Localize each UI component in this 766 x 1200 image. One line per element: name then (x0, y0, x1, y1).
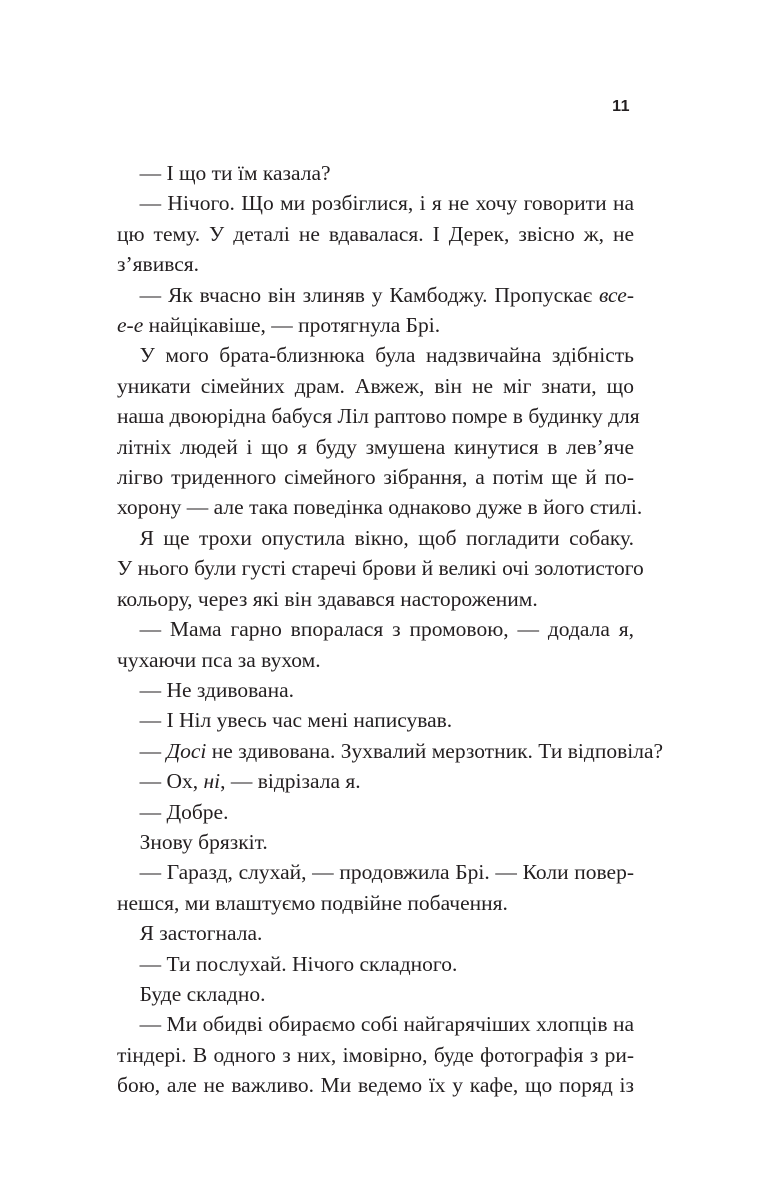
text-line (117, 219, 634, 249)
paragraph (117, 614, 634, 675)
text-line (117, 918, 634, 948)
text-line (117, 827, 634, 857)
paragraph (117, 827, 634, 857)
text-run: наша двоюрідна бабуся Ліл раптово помре в будинку для (117, 404, 640, 429)
text-run: У нього були густі старечі брови й великі очі золотистого (117, 556, 644, 581)
text-run: — Ох, (139, 769, 204, 794)
text-run: хорону — але така поведінка однаково дуже в його стилі. (117, 495, 643, 520)
text-run: , — відрізала я. (220, 769, 361, 794)
text-line (117, 584, 634, 614)
text-run: — (139, 738, 167, 763)
text-run: — Мама гарно впоралася з промовою, — додала я, (139, 617, 634, 642)
text-run: цю тему. У деталі не вдавалася. І Дерек, звісно ж, не (117, 221, 634, 246)
text-run: нешся, ми влаштуємо подвійне побачення. (117, 890, 508, 915)
text-line (117, 401, 640, 431)
text-run: не здивована. Зухвалий мерзотник. Ти відповіла? (206, 738, 664, 763)
text-run: Я застогнала. (139, 921, 263, 946)
text-line (117, 614, 634, 644)
body-text (117, 158, 664, 1101)
text-run: кольору, через які він здавався настороженим. (117, 586, 538, 611)
text-line (117, 675, 634, 705)
text-run: з’явився. (117, 252, 200, 277)
text-line (117, 340, 634, 370)
text-line (117, 857, 634, 887)
italic-text-run: е-е (117, 313, 144, 338)
text-line (117, 280, 634, 310)
text-run: чухаючи пса за вухом. (117, 647, 321, 672)
text-line (117, 705, 634, 735)
text-line (117, 736, 664, 766)
text-line (117, 888, 634, 918)
text-run: — Ти послухай. Нічого складного. (139, 951, 458, 976)
text-run: — Нічого. Що ми розбіглися, і я не хочу говорити на (139, 191, 634, 216)
text-run: найцікавіше, — протягнула Брі. (143, 313, 441, 338)
text-line (117, 523, 634, 553)
paragraph (117, 158, 634, 188)
paragraph (117, 705, 634, 735)
paragraph (117, 188, 634, 279)
text-line (117, 766, 634, 796)
text-run: Я ще трохи опустила вікно, щоб погладити собаку. (139, 525, 634, 550)
text-line (117, 1070, 634, 1100)
paragraph (117, 949, 634, 979)
text-run: Буде складно. (139, 981, 266, 1006)
page-number: 11 (612, 98, 630, 115)
text-line (117, 462, 634, 492)
text-line (117, 432, 634, 462)
paragraph (117, 1009, 634, 1100)
paragraph (117, 340, 643, 522)
text-run: — І що ти їм казала? (139, 161, 331, 185)
text-run: — Гаразд, слухай, — продовжила Брі. — Коли повер- (139, 860, 634, 885)
text-run: лігво триденного сімейного зібрання, а потім ще й по- (117, 465, 634, 490)
text-run: У мого брата-близнюка була надзвичайна здібність (139, 343, 634, 368)
paragraph (117, 675, 634, 705)
text-line (117, 553, 644, 583)
text-line (117, 310, 634, 340)
text-line (117, 949, 634, 979)
text-line (117, 1009, 634, 1039)
text-run: уникати сімейних драм. Авжеж, він не міг знати, що (117, 373, 634, 398)
paragraph (117, 736, 664, 766)
text-run: — Не здивована. (139, 677, 295, 702)
paragraph (117, 857, 634, 918)
text-line (117, 979, 634, 1009)
text-run: літніх людей і що я буду змушена кинутися в лев’яче (117, 434, 634, 459)
paragraph (117, 918, 634, 948)
paragraph (117, 523, 644, 614)
paragraph (117, 979, 634, 1009)
text-run: — Як вчасно він злиняв у Камбоджу. Пропускає (139, 282, 599, 307)
text-line (117, 188, 634, 218)
paragraph (117, 797, 634, 827)
italic-text-run: все- (598, 282, 634, 307)
text-line (117, 645, 634, 675)
text-line (117, 158, 634, 188)
text-line (117, 492, 643, 522)
text-line (117, 797, 634, 827)
text-run: — І Ніл увесь час мені написував. (139, 708, 453, 733)
text-run: бою, але не важливо. Ми ведемо їх у кафе, що поряд із (117, 1073, 634, 1098)
paragraph (117, 766, 634, 796)
italic-text-run: ні (203, 769, 221, 794)
text-run: — Ми обидві обираємо собі найгарячіших хлопців на (139, 1012, 634, 1037)
text-run: Знову брязкіт. (139, 829, 268, 854)
italic-text-run: Досі (166, 738, 207, 763)
text-line (117, 1040, 634, 1070)
text-run: тіндері. В одного з них, імовірно, буде фотографія з ри- (117, 1042, 634, 1067)
text-line (117, 249, 634, 279)
text-run: — Добре. (139, 799, 229, 824)
text-line (117, 371, 634, 401)
paragraph (117, 280, 634, 341)
